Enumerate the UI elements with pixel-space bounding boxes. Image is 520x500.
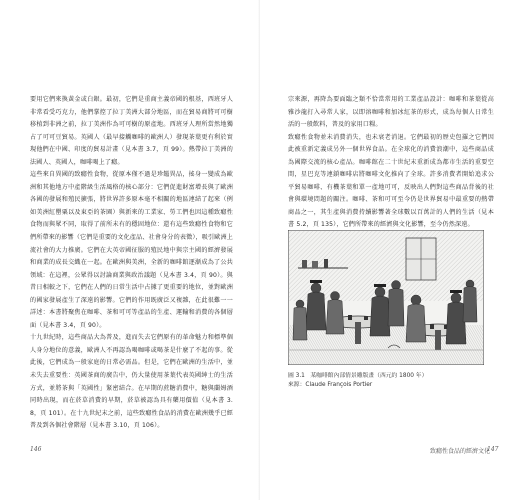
figure-caption [288, 372, 488, 390]
coffeehouse-engraving-image [288, 230, 484, 365]
figure-caption-line [288, 372, 488, 381]
right-paragraph-2: 致癮性食物並未消費消失，也未衰老消退。它們最初的歷史包羅之它們因此被重新定義成另外一個世界食品。在全球化的消費浪潮中，這些商品成為國際交流的核心產品。咖啡館在二十世紀末重新成為都市生活的重要空間，星巴克等連鎖咖啡店將咖啡文化推向了全球。許多消費者開始追求公平貿易咖啡、有機茶葉和單一產地可可，反映出人們對這些商品背後的社會與環境問題的關注。咖啡、茶和可可至今仍是世界貿易中最重要的熱帶商品之一，其生產與消費持續影響著全球數以百萬計的人們的生活（見本書 5.2，頁 135），它們所帶來的經濟與文化影響，至今仍然深遠。 [288, 133, 494, 229]
right-paragraph-1: 宗來源，再降為要面臨之類不恰當常用的工業產品設計：咖啡和茶葉從高雅沙龍打入尋常人家，以即溶咖啡和加冰紅茶的形式，成為每個人日常生活的一般飲料，普及的家用口糧。 [288, 96, 494, 129]
left-paragraph-1: 要用它們來換黃金或白銀。最初，它們是重商主義帝國的根基，西班牙人非常看受巧克力，他們掌控了拉丁美洲大部分地區，而在貿易商將可可樹移植到非洲之前，拉丁美洲作為可可樹的原產地。西班牙人理所當然地獨占了可可豆貿易。英國人（最早接觸咖啡的歐洲人）發現茶葉更有利於實現他們在中國、印度的貿易計畫（見本書 3.7，頁 99）。熱帶拉丁美洲的法國人、英國人，咖啡喝上了癮。 [30, 96, 233, 166]
left-paragraph-2: 這些來自異國的致癮性食物，從原本僅不過是珍饈異品，搖身一變成為歐洲和其他地方中產階級生活風格的核心部分：它們促進財富增長與了歐洲各國的發展和殖民擴張，將世界許多原本毫不相關的地區連結了起來（例如美洲紅罌粟以及東亞的茶園）與新來的工業家、勞工們也因這種致癮性食物而與眾不同，取得了前所未有的穩固地位：還有這些致癮性食物和它們所帶來的影響（它們是重要的文化產品、社會身分的表徵），吸引歐洲上流社會的大力推廣。它們在大英帝國征服的殖民地中與宗主國的經濟發展和商業的成長交織在一起。在歐洲與美洲，全新的咖啡館逐漸成為了公共領域：在這裡，公眾得以討論商業與政治議題（見本書 3.4，頁 90）。與昔日相較之下，它們在人們的日常生活中占據了更重要的地位，並對歐洲的國家發展產生了深遠的影響。它們的作用既廣泛又複雜，在此很難一一詳述：本書將聚焦在咖啡、茶和可可等產品的生產、運輸和消費的各個層面（見本書 3.4，頁 90）。 [30, 171, 233, 329]
figure-source: Claude François Portier [305, 382, 373, 388]
figure-label: 圖 3.1 [288, 373, 305, 379]
left-page-number: 146 [30, 446, 42, 453]
figure-source-prefix: 來源： [288, 382, 306, 388]
coffeehouse-engraving-figure [288, 230, 484, 365]
left-text-block [30, 94, 233, 433]
figure-source-line [288, 381, 488, 390]
right-page-number: 147 [487, 446, 499, 453]
right-text-block [288, 94, 494, 232]
running-head: 致癮性食品的經濟文化 [430, 448, 491, 455]
left-paragraph-3: 十九世紀時，這些商品大為普及，進而失去它們原有的革命魅力和標準個人身分地位的意義，歐洲人不再認為喝咖啡或喝茶是什麼了不起的事。從此後，它們成為一般家庭的日常必需品。但是，它們在歐洲的生活中，並未失去重要性：英國茶商的廣告中，仍大量使用茶葉代表英國紳士的生活方式，並將茶與「英國性」緊密結合。在早期的蔗糖消費中，糖與蘭姆酒同時出現，而在菸草消費的早期，菸草被認為具有藥用價值（見本書 3.8，頁 101）。在十九世紀末之前，這些致癮性食品的消費在歐洲幾乎已經普及到各個社會階層（見本書 3.10，頁 106）。 [30, 334, 233, 430]
figure-caption-title: 某咖啡館內部情景雕版畫（西元約 1800 年） [310, 373, 428, 379]
